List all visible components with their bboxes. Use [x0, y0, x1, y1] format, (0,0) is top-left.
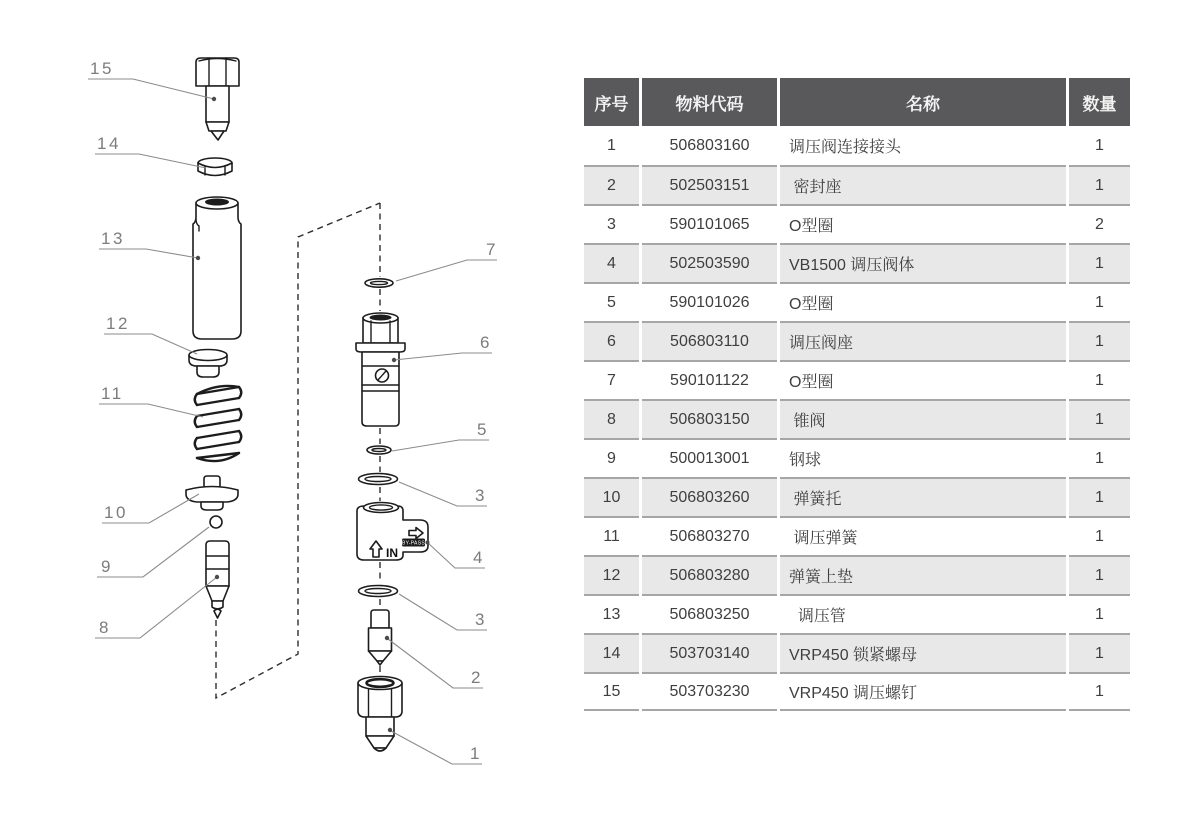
callout-label-5: 5 — [477, 420, 489, 439]
part-9-steel-ball — [210, 516, 222, 528]
cell-code: 590101065 — [642, 204, 777, 243]
callout-label-6: 6 — [480, 333, 492, 352]
cell-qty: 1 — [1069, 672, 1130, 711]
in-label: IN — [386, 546, 398, 560]
cell-qty: 2 — [1069, 204, 1130, 243]
cell-code: 590101026 — [642, 282, 777, 321]
cell-qty: 1 — [1069, 360, 1130, 399]
callout-label-8: 8 — [99, 618, 111, 637]
callout-label-4: 4 — [473, 548, 485, 567]
table-row — [584, 555, 1130, 594]
callout-label-14: 14 — [97, 134, 121, 153]
cell-name: 锥阀 — [780, 399, 1066, 438]
part-3-o-ring-lower — [359, 586, 398, 597]
cell-code: 503703140 — [642, 633, 777, 672]
cell-qty: 1 — [1069, 282, 1130, 321]
table-row — [584, 126, 1130, 165]
cell-code: 506803160 — [642, 126, 777, 165]
cell-seq: 7 — [584, 360, 639, 399]
cell-qty: 1 — [1069, 321, 1130, 360]
cell-seq: 8 — [584, 399, 639, 438]
table-row — [584, 516, 1130, 555]
cell-seq: 15 — [584, 672, 639, 711]
cell-qty: 1 — [1069, 243, 1130, 282]
cell-name: 弹簧托 — [780, 477, 1066, 516]
callout-label-13: 13 — [101, 229, 125, 248]
part-4-valve-body — [357, 503, 428, 561]
cell-seq: 3 — [584, 204, 639, 243]
cell-seq: 6 — [584, 321, 639, 360]
cell-code: 502503590 — [642, 243, 777, 282]
col-header-qty: 数量 — [1069, 78, 1130, 126]
table-row — [584, 633, 1130, 672]
table-row — [584, 204, 1130, 243]
part-5-o-ring — [367, 446, 391, 454]
cell-name: O型圈 — [780, 282, 1066, 321]
cell-qty: 1 — [1069, 555, 1130, 594]
part-6-valve-seat — [356, 313, 405, 426]
table-row — [584, 672, 1130, 711]
cell-seq: 10 — [584, 477, 639, 516]
cell-name: 弹簧上垫 — [780, 555, 1066, 594]
callout-leader-lines — [88, 79, 497, 764]
callout-labels — [90, 59, 498, 763]
callout-label-9: 9 — [101, 557, 113, 576]
cell-code: 503703230 — [642, 672, 777, 711]
bypass-label: BY-PASS — [402, 540, 425, 547]
cell-name: O型圈 — [780, 360, 1066, 399]
table-body — [584, 126, 1130, 711]
cell-seq: 14 — [584, 633, 639, 672]
part-3-o-ring-upper — [359, 474, 398, 485]
callout-label-3-upper: 3 — [475, 486, 487, 505]
cell-seq: 12 — [584, 555, 639, 594]
table-row — [584, 399, 1130, 438]
cell-seq: 13 — [584, 594, 639, 633]
cell-name: VB1500 调压阀体 — [780, 243, 1066, 282]
callout-label-12: 12 — [106, 314, 130, 333]
cell-qty: 1 — [1069, 477, 1130, 516]
callout-label-1: 1 — [470, 744, 482, 763]
col-header-name: 名称 — [780, 78, 1066, 126]
table-row — [584, 477, 1130, 516]
cell-name: 调压阀座 — [780, 321, 1066, 360]
cell-qty: 1 — [1069, 399, 1130, 438]
table-row — [584, 321, 1130, 360]
cell-qty: 1 — [1069, 438, 1130, 477]
cell-name: VRP450 锁紧螺母 — [780, 633, 1066, 672]
table-row — [584, 165, 1130, 204]
part-11-pressure-spring — [195, 386, 242, 461]
exploded-parts-diagram — [0, 0, 560, 821]
cell-code: 506803280 — [642, 555, 777, 594]
part-8-cone-valve — [206, 541, 229, 618]
cell-qty: 1 — [1069, 516, 1130, 555]
cell-code: 506803150 — [642, 399, 777, 438]
table-row — [584, 594, 1130, 633]
cell-seq: 4 — [584, 243, 639, 282]
cell-name: VRP450 调压螺钉 — [780, 672, 1066, 711]
cell-code: 506803110 — [642, 321, 777, 360]
cell-code: 502503151 — [642, 165, 777, 204]
part-7-o-ring — [365, 279, 393, 287]
callout-label-11: 11 — [101, 384, 124, 403]
col-header-code: 物料代码 — [642, 78, 777, 126]
cell-name: 密封座 — [780, 165, 1066, 204]
cell-seq: 11 — [584, 516, 639, 555]
cell-seq: 5 — [584, 282, 639, 321]
cell-seq: 9 — [584, 438, 639, 477]
cell-qty: 1 — [1069, 594, 1130, 633]
callout-label-2: 2 — [471, 668, 483, 687]
part-14-lock-nut — [198, 158, 232, 176]
cell-name: 调压管 — [780, 594, 1066, 633]
callout-label-10: 10 — [104, 503, 128, 522]
table-row — [584, 282, 1130, 321]
callout-label-3-lower: 3 — [475, 610, 487, 629]
table-row — [584, 438, 1130, 477]
cell-name: 调压弹簧 — [780, 516, 1066, 555]
cell-code: 590101122 — [642, 360, 777, 399]
part-15-adjust-screw — [196, 58, 239, 140]
table-row — [584, 243, 1130, 282]
cell-name: 调压阀连接接头 — [780, 126, 1066, 165]
part-10-spring-holder — [186, 476, 238, 510]
bom-table — [581, 78, 1133, 711]
callout-label-7: 7 — [486, 240, 498, 259]
cell-qty: 1 — [1069, 126, 1130, 165]
cell-name: 钢球 — [780, 438, 1066, 477]
part-13-regulating-tube — [193, 197, 241, 339]
parts-table — [581, 78, 1133, 711]
part-12-spring-upper-pad — [189, 350, 227, 378]
cell-code: 506803250 — [642, 594, 777, 633]
cell-code: 500013001 — [642, 438, 777, 477]
col-header-seq: 序号 — [584, 78, 639, 126]
callout-label-15: 15 — [90, 59, 114, 78]
part-1-connector — [358, 677, 402, 752]
cell-code: 506803270 — [642, 516, 777, 555]
table-header-row — [584, 78, 1130, 126]
cell-seq: 1 — [584, 126, 639, 165]
cell-seq: 2 — [584, 165, 639, 204]
cell-qty: 1 — [1069, 633, 1130, 672]
cell-qty: 1 — [1069, 165, 1130, 204]
table-row — [584, 360, 1130, 399]
table-header — [584, 78, 1130, 126]
cell-name: O型圈 — [780, 204, 1066, 243]
cell-code: 506803260 — [642, 477, 777, 516]
